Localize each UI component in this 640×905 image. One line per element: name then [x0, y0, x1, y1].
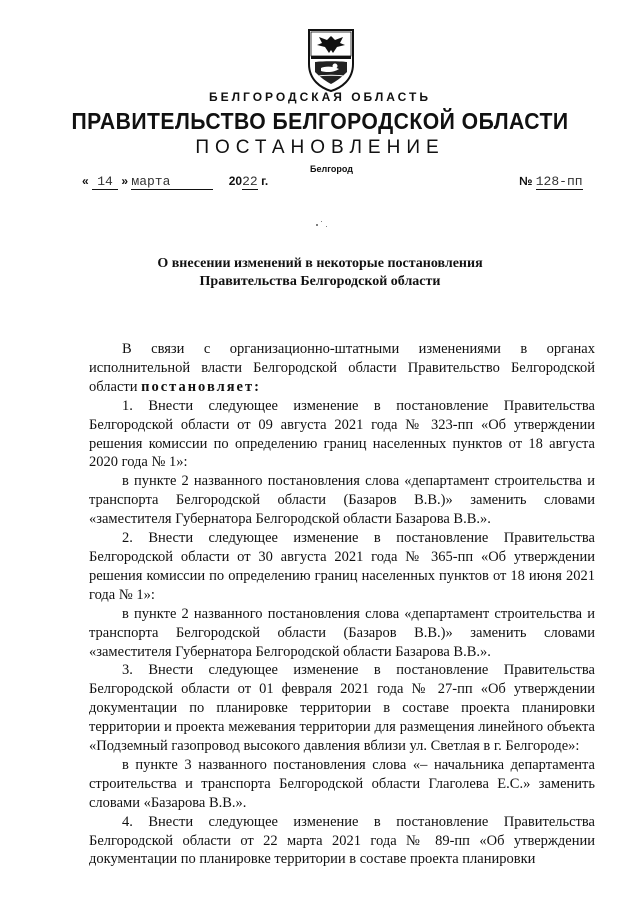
coat-of-arms-emblem	[305, 28, 357, 92]
city-label: Белгород	[310, 164, 353, 174]
paragraph-4: 4. Внести следующее изменение в постановление Правительства Белгородской области от 22 марта 2021 года № 89-пп «Об утверждении документации по планировке территории в составе проекта планировки	[89, 813, 595, 868]
intro-paragraph	[89, 340, 595, 397]
date-close-quote: »	[121, 174, 129, 188]
date-month: марта	[131, 174, 213, 190]
government-heading: ПРАВИТЕЛЬСТВО БЕЛГОРОДСКОЙ ОБЛАСТИ	[71, 108, 569, 134]
number-sign: №	[519, 174, 533, 188]
scan-speck	[326, 226, 327, 227]
decree-word: постановляет:	[141, 378, 261, 395]
document-number	[519, 174, 583, 189]
region-heading: БЕЛГОРОДСКАЯ ОБЛАСТЬ	[209, 90, 431, 104]
document-body	[89, 340, 595, 869]
paragraph-1-amendment: в пункте 2 названного постановления слова «департамент строительства и транспорта Белгородской области (Базаров В.В.)» заменить словами «заместителя Губернатора Белгородской области Базарова В.В.».	[89, 473, 595, 528]
date-day: 14	[92, 174, 118, 190]
scan-speck	[321, 221, 322, 222]
document-title	[0, 255, 640, 291]
document-title-line: Правительства Белгородской области	[199, 274, 441, 289]
date-year-prefix: 20	[228, 174, 243, 188]
document-date	[82, 174, 268, 190]
document-type-heading: ПОСТАНОВЛЕНИЕ	[195, 137, 445, 158]
scan-speck	[316, 224, 318, 226]
date-year-abbr: г.	[261, 174, 269, 188]
paragraph-3-amendment: в пункте 3 названного постановления слова «– начальника департамента строительства и транспорта Белгородской области Глаголева Е.С.» заменить словами «Базарова В.В.».	[89, 756, 595, 811]
date-year-suffix: 22	[242, 174, 258, 189]
intro-text: В связи с организационно-штатными изменениями в органах исполнительной власти Белгородской области Правительство Белгородской области	[89, 341, 595, 395]
number-value: 128-пп	[535, 174, 583, 189]
paragraph-2-amendment: в пункте 2 названного постановления слова «департамент строительства и транспорта Белгородской области (Базаров В.В.)» заменить словами «заместителя Губернатора Белгородской области Базарова В.В.».	[89, 605, 595, 660]
paragraph-1: 1. Внести следующее изменение в постановление Правительства Белгородской области от 09 августа 2021 года № 323-пп «Об утверждении решения комиссии по определению границ населенных пунктов от 18 августа 2020 года № 1»:	[89, 397, 595, 471]
paragraph-3: 3. Внести следующее изменение в постановление Правительства Белгородской области от 01 февраля 2021 года № 27-пп «Об утверждении документации по планировке территории в составе проекта планировки территории и проекта межевания территории для размещения линейного объекта «Подземный газопровод высокого давления вблизи ул. Светлая в г. Белгороде»:	[89, 662, 595, 755]
document-title-line: О внесении изменений в некоторые постановления	[157, 256, 483, 271]
paragraph-2: 2. Внести следующее изменение в постановление Правительства Белгородской области от 30 августа 2021 года № 365-пп «Об утверждении решения комиссии по определению границ населенных пунктов от 18 июня 2021 года № 1»:	[89, 530, 595, 603]
date-open-quote: «	[82, 174, 89, 188]
